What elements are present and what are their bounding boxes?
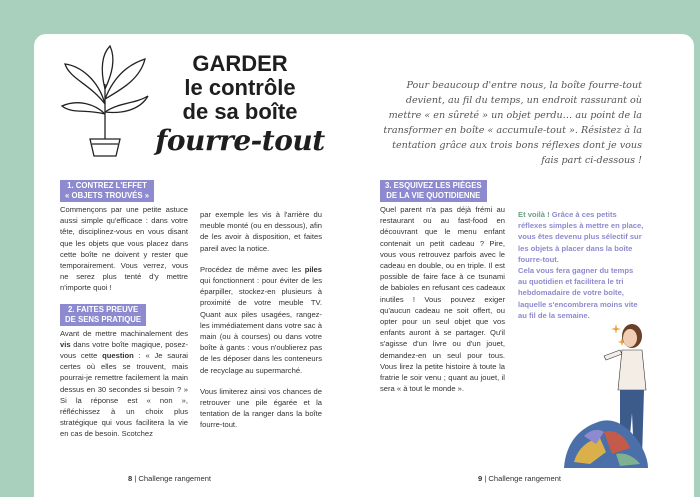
footer-left [128, 474, 211, 483]
title-line-4: fourre-tout [155, 124, 325, 157]
page-title [150, 52, 330, 158]
title-line-1: GARDER [192, 51, 288, 76]
column-3 [380, 180, 505, 394]
section-2-heading [60, 304, 146, 326]
title-line-2: le contrôle [184, 75, 296, 100]
section-3-body: Quel parent n'a pas déjà frémi au restaurant ou au fast-food en découvrant que le menu enfant contenait un petit cadeau ? Pire, vous vous retrouvez parfois avec le cadeau en double, ou en triple. Il est possible de faire face à ce tsunami de babioles en refusant ces cadeaux inutiles ! Vous pouvez exiger qu'aucun cadeau ne soit offert, ou opter pour un seul objet que vos enfants auront à se partager. Qu'il s'agisse d'un livre ou d'un jouet, demandez-en un seul pour tous. Vous lirez la petite histoire à toute la fratrie le soir venu ; quant au jouet, il sera « à tout le monde ». [380, 205, 505, 394]
section-2-paragraph-2: par exemple les vis à l'arrière du meuble monté (ou en dessous), afin de les avoir à disposition, et faites pareil avec la notice. [200, 210, 322, 253]
column-4-conclusion [518, 209, 644, 321]
column-1 [60, 180, 188, 440]
section-2-heading-line-2: DE SENS PRATIQUE [65, 314, 142, 324]
section-2-paragraph-3: Procédez de même avec les piles qui fonctionnent : pour éviter de les éparpiller, stockez-en plusieurs à proximité de votre meuble TV. Quant aux piles usagées, rangez-les immédiatement dans votre sac à main (ou à courses) ou dans votre boîte à gants : vous n'oublierez pas de les déposer dans les conteneurs de recyclage au supermarché. [200, 264, 322, 375]
page-number-right: 9 [478, 474, 483, 483]
section-3-heading-line-2: DE LA VIE QUOTIDIENNE [386, 191, 481, 200]
plant-illustration [60, 44, 150, 164]
conclusion-paragraph: Et voilà ! Grâce à ces petits réflexes simples à mettre en place, vous êtes devenu plus sélectif sur les objets à placer dans la boîte fourre-tout. [518, 210, 644, 264]
section-1-heading-line-1: 1. CONTREZ L'EFFET [67, 181, 147, 190]
section-2-paragraph-4: Vous limiterez ainsi vos chances de retrouver une pile égarée et la tentation de la ranger dans la boîte fourre-tout. [200, 386, 322, 430]
page-number-left: 8 [128, 474, 133, 483]
footer-right [478, 474, 561, 483]
intro-paragraph: Pour beaucoup d'entre nous, la boîte fourre-tout devient, au fil du temps, un endroit rassurant où mettre « en sûreté » un objet perdu… au point de la transformer en boîte « accumule-tout ». Résistez à la tentation grâce aux trois bons réflexes dont je vous fais part ci-dessous ! [383, 80, 642, 166]
section-1-body: Commençons par une petite astuce aussi simple qu'efficace : dans votre tête, disciplinez-vous en vous disant que les objets que vous placez dans cette boîte ne doivent y rester que temporairement. Vous verrez, vous ne serez plus tenté d'y mettre n'importe quoi ! [60, 205, 188, 293]
footer-left-label: | Challenge rangement [132, 474, 212, 483]
section-3-heading-line-1: 3. ESQUIVEZ LES PIÈGES [385, 181, 482, 190]
column-2 [200, 209, 322, 431]
section-2-heading-line-1: 2. FAITES PREUVE [67, 304, 139, 314]
clothes-pile-illustration [560, 392, 650, 468]
section-1-heading [60, 180, 154, 202]
conclusion-paragraph-2: Cela vous fera gagner du temps au quotidien et facilitera le tri hebdomadaire de votre boîte, laquelle s'encombrera moins vite au fil de la semaine. [518, 266, 638, 320]
footer-right-label: | Challenge rangement [482, 474, 562, 483]
section-2-paragraph-1: Avant de mettre machinalement des vis dans votre boîte magique, posez-vous cette question : « Je saurai certes où elles se trouvent, mais pourrai-je remettre facilement la main dessus en 30 secondes si besoin ? » Si la réponse est « non », réfléchissez à un choix plus stratégique qui vous facilitera la vie en cas de besoin. Scotchez [60, 328, 188, 439]
section-3-heading [380, 180, 487, 202]
section-1-heading-line-2: « OBJETS TROUVÉS » [65, 191, 150, 200]
title-line-3: de sa boîte [182, 99, 298, 124]
